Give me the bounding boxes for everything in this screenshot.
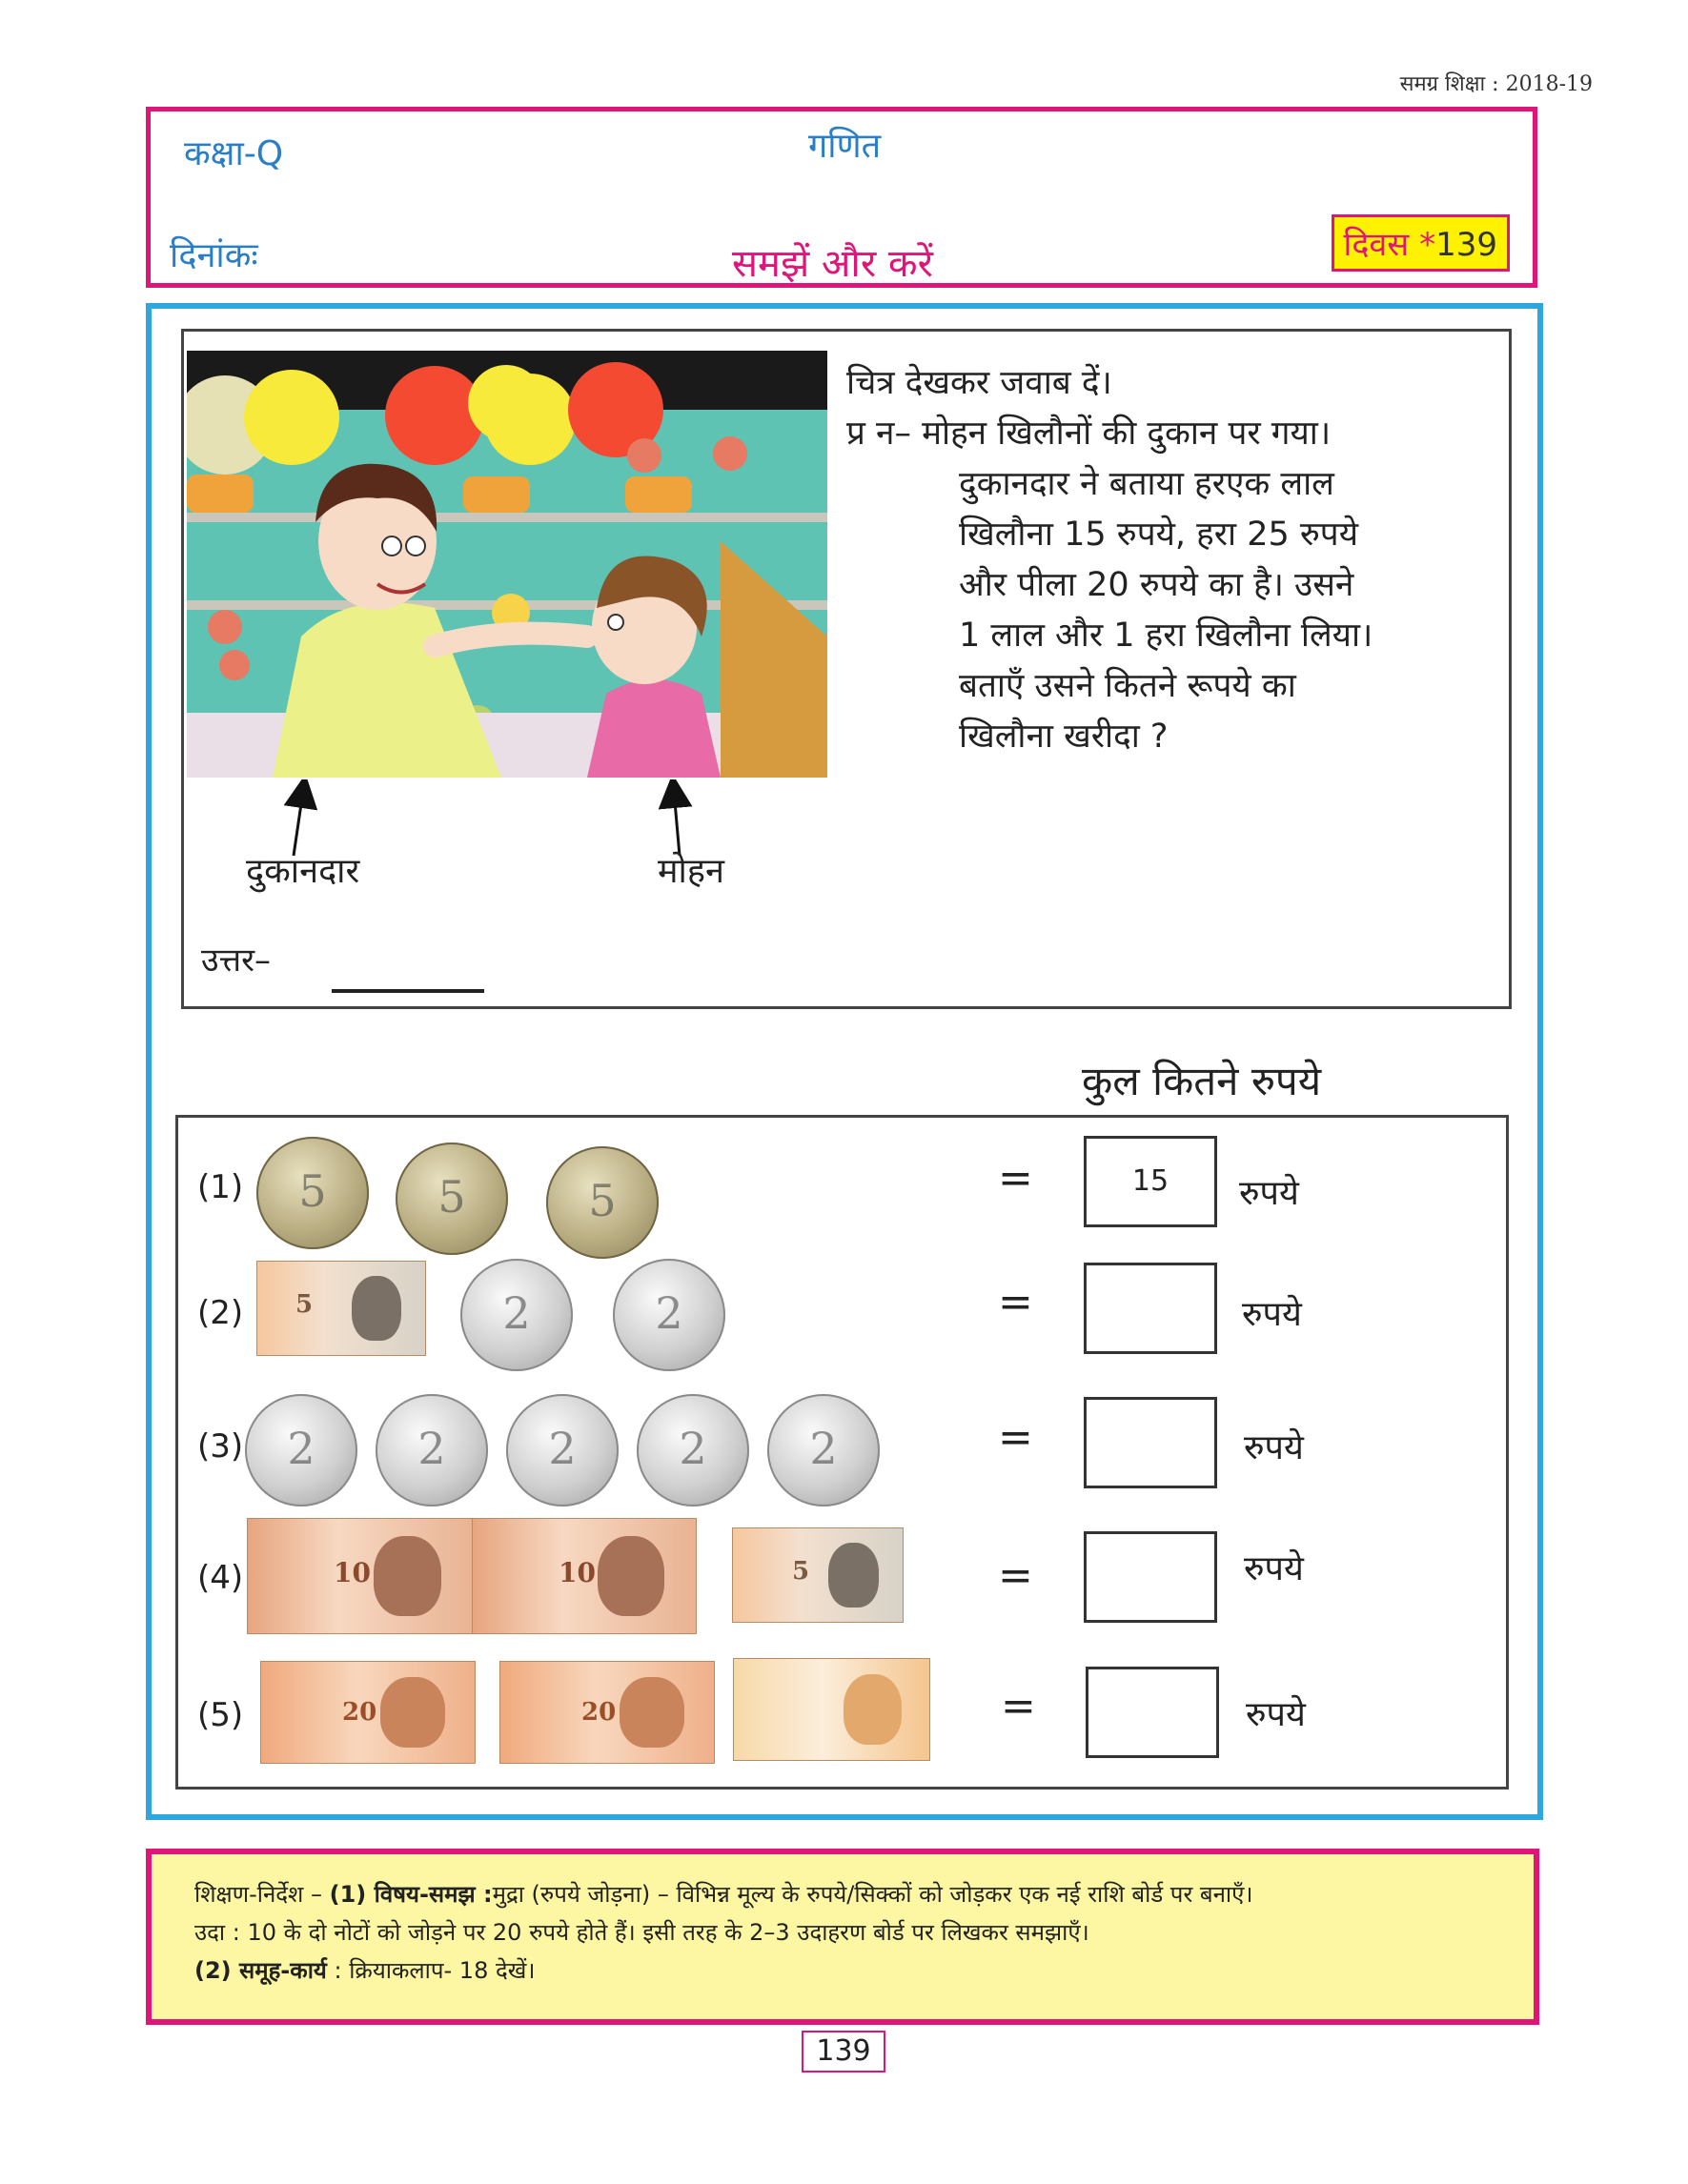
- question-line-1: चित्र देखकर जवाब दें।: [846, 364, 1112, 402]
- coin-2-icon: 2: [767, 1394, 880, 1507]
- unit-label: रुपये: [1242, 1295, 1302, 1334]
- label-shopkeeper: दुकानदार: [246, 852, 360, 891]
- total-heading: कुल कितने रुपये: [1082, 1058, 1322, 1104]
- class-label: कक्षा-Q: [184, 134, 284, 173]
- instruction-line-3: (2) समूह-कार्य : क्रियाकलाप- 18 देखें।: [194, 1957, 536, 1984]
- instruction-line-2: उदा : 10 के दो नोटों को जोड़ने पर 20 रुपये होते हैं। इसी तरह के 2–3 उदाहरण बोर्ड पर लिखकर समझाएँ।: [194, 1919, 1089, 1946]
- coin-2-icon: 2: [506, 1394, 619, 1507]
- note-10-icon: 10: [472, 1518, 697, 1634]
- page-title: समझें और करें: [732, 242, 933, 286]
- coin-5-icon: 5: [396, 1143, 508, 1255]
- label-mohan: मोहन: [658, 852, 724, 891]
- teaching-instructions-box: [146, 1849, 1539, 2025]
- coin-2-icon: 2: [460, 1259, 573, 1371]
- coin-2-icon: 2: [613, 1259, 725, 1371]
- note-20-icon: 20: [260, 1661, 476, 1764]
- note-20-icon: 20: [499, 1661, 715, 1764]
- unit-label: रुपये: [1244, 1549, 1304, 1588]
- row-number: (4): [197, 1559, 244, 1597]
- note-10-icon: 10: [247, 1518, 474, 1634]
- exercise-row-5: [178, 1653, 1506, 1768]
- question-line-6: 1 लाल और 1 हरा खिलौना लिया।: [959, 617, 1373, 655]
- question-text: [846, 358, 1495, 762]
- day-number: 139: [1435, 226, 1497, 264]
- equals-sign: =: [1001, 1682, 1036, 1730]
- teaching-instructions: [194, 1875, 1510, 1990]
- day-badge: [1332, 214, 1510, 272]
- answer-box[interactable]: 15: [1084, 1136, 1217, 1227]
- equals-sign: =: [998, 1278, 1033, 1326]
- exercise-row-4: [178, 1518, 1506, 1632]
- subject-title: गणित: [808, 127, 882, 166]
- question-line-4: खिलौना 15 रुपये, हरा 25 रुपये: [959, 516, 1358, 554]
- row-number: (5): [197, 1696, 244, 1734]
- coin-5-icon: 5: [546, 1146, 659, 1259]
- answer-blank[interactable]: [332, 989, 484, 993]
- toy-shop-illustration: [187, 351, 827, 778]
- question-line-2: प्र न– मोहन खिलौनों की दुकान पर गया।: [846, 415, 1332, 453]
- note-5-icon: 5: [732, 1527, 904, 1623]
- equals-sign: =: [998, 1551, 1033, 1600]
- header-box: [146, 107, 1537, 288]
- answer-box[interactable]: [1084, 1397, 1217, 1488]
- day-label: दिवस *: [1343, 226, 1436, 264]
- row-number: (2): [197, 1294, 244, 1332]
- question-line-3: दुकानदार ने बताया हरएक लाल: [959, 465, 1334, 503]
- answer-box[interactable]: [1086, 1667, 1219, 1758]
- answer-box[interactable]: [1084, 1263, 1217, 1354]
- question-line-5: और पीला 20 रुपये का है। उसने: [959, 566, 1354, 604]
- unit-label: रुपये: [1244, 1428, 1304, 1467]
- equals-sign: =: [998, 1154, 1033, 1203]
- question-line-8: खिलौना खरीदा ?: [959, 718, 1169, 756]
- coin-2-icon: 2: [376, 1394, 488, 1507]
- question-box: [181, 329, 1512, 1009]
- question-line-7: बताएँ उसने कितने रूपये का: [959, 667, 1296, 705]
- answer-label: उत्तर–: [201, 941, 272, 980]
- equals-sign: =: [998, 1413, 1033, 1462]
- instruction-line-1: शिक्षण-निर्देश – (1) विषय-समझ :मुद्रा (रुपये जोड़ना) – विभिन्न मूल्य के रुपये/सिक्कों को जोड़कर एक नई राशि बोर्ड पर बनाएँ।: [194, 1881, 1253, 1908]
- money-exercise-box: [175, 1115, 1509, 1790]
- exercise-row-2: [178, 1251, 1506, 1365]
- note-20-icon: [733, 1658, 930, 1761]
- note-5-icon: 5: [256, 1261, 426, 1356]
- page-number: 139: [802, 2031, 885, 2073]
- coin-2-icon: 2: [245, 1394, 357, 1507]
- coin-5-icon: 5: [256, 1137, 369, 1249]
- unit-label: रुपये: [1246, 1695, 1306, 1734]
- answer-box[interactable]: [1084, 1531, 1217, 1623]
- top-reference: समग्र शिक्षा : 2018-19: [1399, 72, 1593, 96]
- date-label: दिनांकः: [170, 236, 258, 275]
- coin-2-icon: 2: [637, 1394, 749, 1507]
- row-number: (1): [197, 1168, 244, 1206]
- unit-label: रुपये: [1239, 1174, 1299, 1213]
- row-number: (3): [197, 1427, 244, 1466]
- exercise-row-3: [178, 1385, 1506, 1499]
- exercise-row-1: [178, 1125, 1506, 1240]
